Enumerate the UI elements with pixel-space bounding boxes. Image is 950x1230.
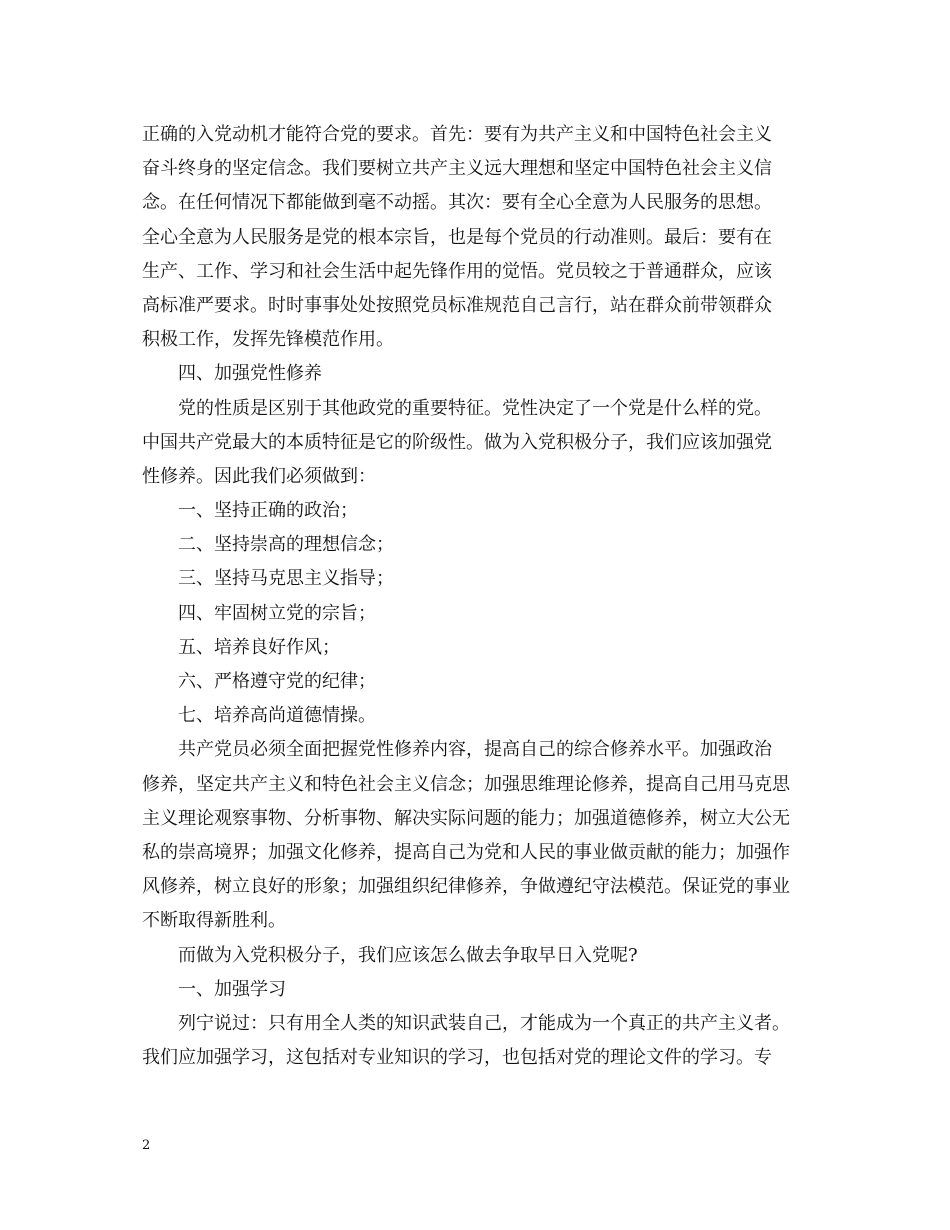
text-line: 修养，坚定共产主义和特色社会主义信念；加强思维理论修养，提高自己用马克思: [142, 773, 790, 795]
text-line: 四、牢固树立党的宗旨；: [178, 602, 376, 624]
text-line: 正确的入党动机才能符合党的要求。首先：要有为共产主义和中国特色社会主义: [142, 124, 772, 145]
text-line: 七、培养高尚道德情操。: [178, 705, 376, 727]
text-line: 二、坚持崇高的理想信念；: [178, 534, 394, 556]
text-line: 积极工作，发挥先锋模范作用。: [142, 329, 394, 351]
text-line: 生产、工作、学习和社会生活中起先锋作用的觉悟。党员较之于普通群众，应该: [142, 260, 772, 282]
text-line: 奋斗终身的坚定信念。我们要树立共产主义远大理想和坚定中国特色社会主义信: [142, 158, 772, 180]
text-line: 而做为入党积极分子，我们应该怎么做去争取早日入党呢?: [178, 944, 638, 966]
text-line: 六、严格遵守党的纪律；: [178, 671, 376, 692]
document-body: [142, 118, 832, 1075]
text-line: 私的崇高境界；加强文化修养，提高自己为党和人民的事业做贡献的能力；加强作: [142, 841, 790, 863]
text-line: 五、培养良好作风；: [178, 636, 340, 658]
text-line: 一、加强学习: [178, 978, 286, 1000]
text-line: 党的性质是区别于其他政党的重要特征。党性决定了一个党是什么样的党。: [178, 397, 772, 419]
text-line: 高标准严要求。时时事事处处按照党员标准规范自己言行，站在群众前带领群众: [142, 294, 772, 316]
text-line: 共产党员必须全面把握党性修养内容，提高自己的综合修养水平。加强政治: [178, 739, 772, 761]
text-line: 念。在任何情况下都能做到毫不动摇。其次：要有全心全意为人民服务的思想。: [142, 192, 772, 214]
text-line: 三、坚持马克思主义指导；: [178, 568, 394, 590]
text-line: 性修养。因此我们必须做到：: [142, 465, 376, 487]
text-line: 不断取得新胜利。: [142, 910, 286, 932]
text-line: 中国共产党最大的本质特征是它的阶级性。做为入党积极分子，我们应该加强党: [142, 431, 772, 453]
text-line: 风修养，树立良好的形象；加强组织纪律修养，争做遵纪守法模范。保证党的事业: [142, 876, 790, 898]
text-line: 全心全意为人民服务是党的根本宗旨，也是每个党员的行动准则。最后：要有在: [142, 226, 772, 248]
text-line: 我们应加强学习，这包括对专业知识的学习，也包括对党的理论文件的学习。专: [142, 1047, 772, 1069]
text-line: 主义理论观察事物、分析事物、解决实际问题的能力；加强道德修养，树立大公无: [142, 807, 790, 829]
text-line: 四、加强党性修养: [178, 363, 322, 385]
text-line: 列宁说过：只有用全人类的知识武装自己，才能成为一个真正的共产主义者。: [178, 1012, 790, 1034]
page-number: 2: [142, 1138, 151, 1153]
text-line: 一、坚持正确的政治；: [178, 500, 358, 522]
